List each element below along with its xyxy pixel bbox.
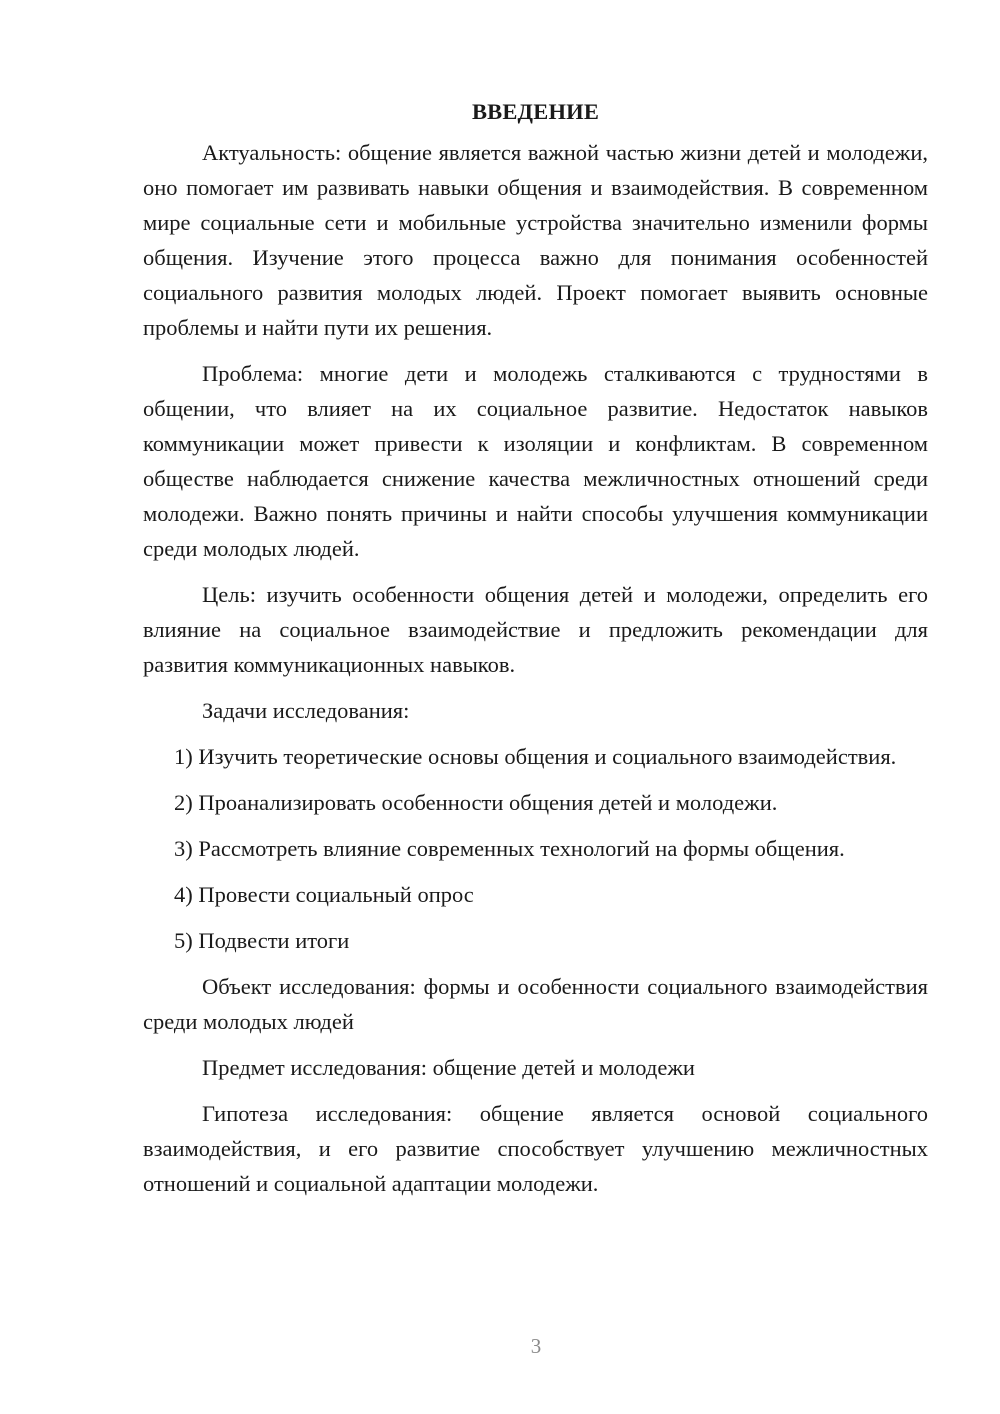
page-number: 3: [530, 1334, 542, 1358]
paragraph-hypothesis: Гипотеза исследования: общение является основой социального взаимодействия, и его развитие способствует улучшению межличностных отношений и социальной адаптации молодежи.: [143, 1101, 928, 1196]
paragraph-goal: Цель: изучить особенности общения детей и молодежи, определить его влияние на социальное взаимодействие и предложить рекомендации для развития коммуникационных навыков.: [143, 582, 928, 677]
text-column: [143, 94, 928, 1212]
task-item: 3) Рассмотреть влияние современных технологий на формы общения.: [174, 836, 845, 861]
paragraph-object: Объект исследования: формы и особенности социального взаимодействия среди молодых людей: [143, 974, 928, 1034]
tasks-heading: Задачи исследования:: [202, 698, 410, 723]
paragraph-problem: Проблема: многие дети и молодежь сталкиваются с трудностями в общении, что влияет на их социальное развитие. Недостаток навыков коммуникации может привести к изоляции и конфликтам. В современном обществе наблюдается снижение качества межличностных отношений среди молодежи. Важно понять причины и найти способы улучшения коммуникации среди молодых людей.: [143, 361, 928, 561]
section-title: ВВЕДЕНИЕ: [471, 99, 600, 124]
task-item: 5) Подвести итоги: [174, 928, 350, 953]
paragraph-relevance: Актуальность: общение является важной частью жизни детей и молодежи, оно помогает им развивать навыки общения и взаимодействия. В современном мире социальные сети и мобильные устройства значительно изменили формы общения. Изучение этого процесса важно для понимания особенностей социального развития молодых людей. Проект помогает выявить основные проблемы и найти пути их решения.: [143, 140, 928, 340]
task-item: 2) Проанализировать особенности общения детей и молодежи.: [174, 790, 778, 815]
task-item: 4) Провести социальный опрос: [174, 882, 474, 907]
task-item: 1) Изучить теоретические основы общения и социального взаимодействия.: [174, 744, 897, 769]
paragraph-subject: Предмет исследования: общение детей и молодежи: [202, 1055, 695, 1080]
